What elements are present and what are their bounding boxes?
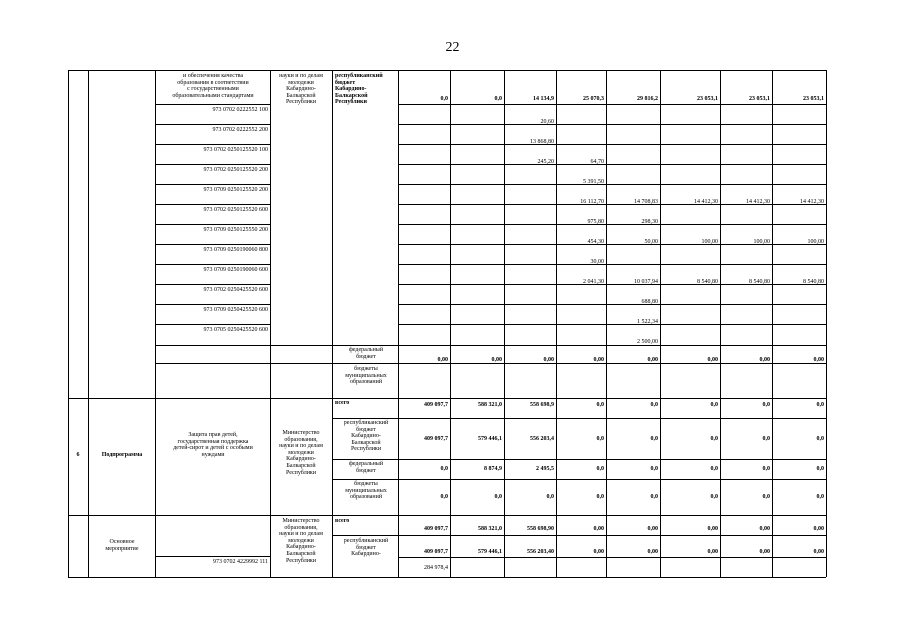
event-value: 0,00 (593, 526, 604, 532)
row-number: 6 (76, 452, 80, 458)
event-code: 973 0702 4229992 111 (212, 559, 268, 565)
main-value: 23 053,1 (749, 96, 770, 102)
row-type: Подпрограмма (101, 452, 143, 458)
sub6-value: 0,0 (762, 494, 770, 500)
sub6-value: 0,0 (762, 436, 770, 442)
event-value: 0,00 (707, 549, 718, 555)
sub6-value: 0,0 (650, 466, 658, 472)
event-value: 409 097,7 (424, 549, 448, 555)
table-rule (332, 535, 826, 536)
sub6-value: 0,0 (494, 494, 502, 500)
executor-text-line: молодежи (288, 79, 314, 86)
sub6-value: 0,0 (816, 436, 824, 442)
main-value: 25 070,3 (583, 96, 604, 102)
sub-value: 8 540,80 (697, 279, 718, 285)
source-text-line: бюджет (335, 79, 356, 86)
municipal-label-line: образований (349, 379, 383, 386)
sub-value: 100,00 (753, 239, 770, 245)
budget-code: 973 0702 0250425520 600 (203, 287, 268, 293)
subprogram-name (158, 432, 268, 458)
sub6-value: 0,0 (650, 436, 658, 442)
source-label (335, 538, 397, 558)
source-label-line: всего (335, 518, 350, 524)
federal-value: 0,00 (543, 357, 554, 363)
budget-table (68, 70, 828, 578)
sub6-value: 0,0 (596, 402, 604, 408)
description-text-line: и обеспечения качества (182, 73, 244, 79)
sub6-value: 8 874,9 (484, 466, 502, 472)
sub6-value: 558 698,9 (530, 402, 554, 408)
executor-text-line: Республики (285, 469, 317, 476)
event-value: 558 698,90 (527, 526, 554, 532)
event-value: 556 203,40 (527, 549, 554, 555)
subprogram-name-line: детей-сирот и детей с особыми (173, 445, 253, 452)
table-rule (398, 264, 826, 265)
table-rule (332, 479, 826, 480)
sub6-value: 579 446,1 (478, 436, 502, 442)
sub6-value: 0,0 (762, 466, 770, 472)
source-label-line: муниципальных (345, 487, 387, 494)
budget-code: 973 0709 0250190060 800 (203, 247, 268, 253)
description-text-line: с государственными (187, 86, 239, 93)
sub-value: 64,70 (590, 159, 604, 165)
sub-value: 454,30 (587, 239, 604, 245)
sub-value: 100,00 (701, 239, 718, 245)
sub-value: 14 708,83 (634, 199, 658, 205)
table-rule (398, 164, 826, 165)
sub-value: 5 391,50 (583, 179, 604, 185)
executor-text-line: Кабардино- (286, 456, 316, 463)
sub-value: 30,00 (590, 259, 604, 265)
event-value: 0,00 (593, 549, 604, 555)
budget-code: 973 0709 0250125550 200 (203, 227, 268, 233)
event-value: 0,00 (707, 526, 718, 532)
sub-value: 975,80 (587, 219, 604, 225)
executor-text (272, 518, 330, 564)
budget-code: 973 0709 0250190060 600 (203, 267, 268, 273)
budget-code: 973 0705 0250425520 600 (203, 327, 268, 333)
description-text-line: образования в соответствии (177, 79, 249, 86)
executor-text-line: Республики (285, 557, 317, 564)
table-rule (155, 124, 270, 125)
sub6-value: 0,0 (816, 494, 824, 500)
source-label-line: бюджеты (354, 481, 378, 487)
subprogram-name-line: Защита прав детей, (188, 432, 238, 438)
sub-value: 50,00 (644, 239, 658, 245)
table-rule (398, 104, 826, 105)
source-label-line: бюджет (356, 426, 376, 433)
federal-label-line: бюджет (356, 353, 376, 360)
table-rule (155, 556, 270, 557)
event-value: 409 097,7 (424, 526, 448, 532)
event-value: 0,00 (647, 549, 658, 555)
executor-text-line: Балкарской (286, 92, 316, 99)
municipal-label-line: муниципальных (345, 372, 387, 379)
event-value: 0,00 (813, 526, 824, 532)
page-number: 22 (445, 40, 460, 55)
federal-value: 0,00 (437, 357, 448, 363)
source-text-line: Кабардино- (335, 86, 367, 93)
main-value: 29 816,2 (637, 96, 658, 102)
sub6-value: 556 203,4 (530, 436, 554, 442)
table-rule (155, 264, 270, 265)
event-value: 579 446,1 (478, 549, 502, 555)
sub-value: 14 412,30 (694, 199, 718, 205)
sub6-value: 0,0 (710, 402, 718, 408)
sub-value: 16 112,70 (580, 199, 604, 205)
source-label-line: Кабардино- (351, 433, 381, 440)
executor-text (272, 73, 330, 106)
source-label-line: всего (335, 400, 350, 406)
executor-text (272, 430, 330, 476)
event-value: 0,00 (647, 526, 658, 532)
source-label-line: республиканский (343, 538, 389, 544)
sub-value: 2 500,00 (637, 339, 658, 345)
table-rule (68, 398, 826, 399)
event-type-line: мероприятие (105, 545, 139, 552)
sub-value: 10 037,94 (634, 279, 658, 285)
executor-text-line: науки и по делам (279, 443, 323, 450)
sub6-value: 0,0 (440, 466, 448, 472)
table-rule (155, 244, 270, 245)
event-type (90, 539, 154, 552)
sub6-value: 0,0 (816, 466, 824, 472)
executor-text-line: науки и по делам (279, 531, 323, 538)
table-rule (155, 104, 270, 105)
table-rule (155, 184, 270, 185)
table-rule (155, 224, 270, 225)
table-rule (398, 557, 826, 558)
source-label-line: Республики (350, 446, 382, 453)
source-label-line: бюджет (356, 467, 376, 474)
sub-value: 100,00 (807, 239, 824, 245)
sub6-value: 0,0 (596, 436, 604, 442)
table-rule (826, 70, 827, 577)
source-label (335, 481, 397, 501)
main-value: 0,0 (440, 96, 448, 102)
sub6-value: 0,0 (816, 402, 824, 408)
table-rule (332, 459, 826, 460)
budget-code: 973 0709 0250425520 600 (203, 307, 268, 313)
federal-value: 0,00 (759, 357, 770, 363)
budget-code: 973 0702 0222552 200 (212, 127, 268, 133)
budget-code: 973 0709 0250125520 200 (203, 187, 268, 193)
table-rule (332, 70, 333, 577)
municipal-label-line: бюджеты (354, 366, 378, 372)
event-extra-value: 284 978,4 (424, 565, 448, 571)
executor-text-line: Республики (285, 99, 317, 106)
sub6-value: 0,0 (650, 494, 658, 500)
table-rule (68, 70, 69, 577)
table-rule (155, 304, 270, 305)
table-rule (68, 577, 826, 578)
budget-code: 973 0702 0250125520 600 (203, 207, 268, 213)
table-rule (398, 144, 826, 145)
budget-code: 973 0702 0222552 100 (212, 107, 268, 113)
federal-value: 0,00 (707, 357, 718, 363)
table-rule (68, 515, 826, 516)
sub-value: 8 540,80 (803, 279, 824, 285)
source-text-line: Балкарской (335, 92, 368, 99)
event-value: 0,00 (759, 526, 770, 532)
table-rule (88, 70, 89, 577)
event-value: 0,00 (813, 549, 824, 555)
sub-value: 14 412,30 (746, 199, 770, 205)
federal-value: 0,00 (813, 357, 824, 363)
table-rule (68, 70, 826, 71)
source-label-line: бюджет (356, 544, 376, 551)
event-type-line: Основное (109, 539, 135, 545)
sub6-value: 0,0 (650, 402, 658, 408)
executor-text-line: науки и по делам (279, 73, 323, 79)
budget-code: 973 0702 0250125520 200 (203, 167, 268, 173)
sub6-value: 0,0 (546, 494, 554, 500)
sub6-value: 0,0 (762, 402, 770, 408)
sub6-value: 409 097,7 (424, 436, 448, 442)
federal-value: 0,00 (593, 357, 604, 363)
sub-value: 1 522,34 (637, 319, 658, 325)
table-rule (155, 363, 826, 364)
sub6-value: 0,0 (596, 466, 604, 472)
sub-value: 2 041,30 (583, 279, 604, 285)
executor-text-line: молодежи (288, 449, 314, 456)
source-label (335, 400, 397, 407)
sub6-value: 0,0 (710, 494, 718, 500)
sub-value: 13 868,80 (530, 139, 554, 145)
federal-value: 0,00 (647, 357, 658, 363)
sub-value: 20,60 (540, 119, 554, 125)
sub6-value: 0,0 (710, 466, 718, 472)
table-rule (270, 70, 271, 577)
executor-text-line: Министерство (282, 518, 320, 524)
sub6-value: 588 321,0 (478, 402, 502, 408)
municipal-label (335, 366, 397, 386)
source-label-line: Балкарской (351, 439, 381, 446)
subprogram-name-line: нуждами (201, 451, 225, 458)
executor-text-line: образования, (284, 436, 318, 443)
source-label (335, 518, 397, 525)
sub-value: 298,30 (641, 219, 658, 225)
table-rule (155, 144, 270, 145)
source-text (335, 73, 397, 106)
table-rule (398, 124, 826, 125)
subprogram-name-line: государственная поддержка (177, 438, 249, 445)
source-label-line: республиканский (343, 420, 389, 426)
table-rule (155, 345, 826, 346)
executor-text-line: Кабардино- (286, 86, 316, 93)
sub6-value: 409 097,7 (424, 402, 448, 408)
table-rule (155, 204, 270, 205)
main-value: 23 053,1 (803, 96, 824, 102)
source-label-line: федеральный (348, 461, 384, 467)
sub6-value: 0,0 (596, 494, 604, 500)
table-rule (332, 418, 826, 419)
table-rule (155, 164, 270, 165)
sub-value: 14 412,30 (800, 199, 824, 205)
sub-value: 245,20 (537, 159, 554, 165)
description-text-line: образовательными стандартами (172, 92, 254, 99)
main-value: 14 134,9 (533, 96, 554, 102)
executor-text-line: Балкарской (286, 550, 316, 557)
source-label (335, 461, 397, 474)
event-value: 0,00 (759, 549, 770, 555)
source-label-line: образований (349, 494, 383, 501)
description-text (158, 73, 268, 99)
budget-code: 973 0702 0250125520 100 (203, 147, 268, 153)
source-text-line: республиканский (335, 73, 383, 79)
federal-label (335, 347, 397, 360)
sub6-value: 0,0 (710, 436, 718, 442)
sub-value: 8 540,80 (749, 279, 770, 285)
executor-text-line: Кабардино- (286, 544, 316, 551)
table-rule (332, 345, 398, 346)
sub6-value: 0,0 (440, 494, 448, 500)
table-rule (398, 184, 826, 185)
executor-text-line: молодежи (288, 537, 314, 544)
source-text-line: Республики (335, 99, 367, 106)
executor-text-line: Министерство (282, 430, 320, 436)
sub-value: 688,80 (641, 299, 658, 305)
source-label-line: Кабардино- (351, 551, 381, 558)
main-value: 0,0 (494, 96, 502, 102)
federal-value: 0,00 (491, 357, 502, 363)
table-rule (155, 324, 270, 325)
executor-text-line: образования, (284, 524, 318, 531)
source-label (335, 420, 397, 453)
event-value: 588 321,0 (478, 526, 502, 532)
executor-text-line: Балкарской (286, 462, 316, 469)
table-rule (155, 284, 270, 285)
federal-label-line: федеральный (348, 347, 384, 353)
sub6-value: 2 495,5 (536, 466, 554, 472)
main-value: 23 053,1 (697, 96, 718, 102)
